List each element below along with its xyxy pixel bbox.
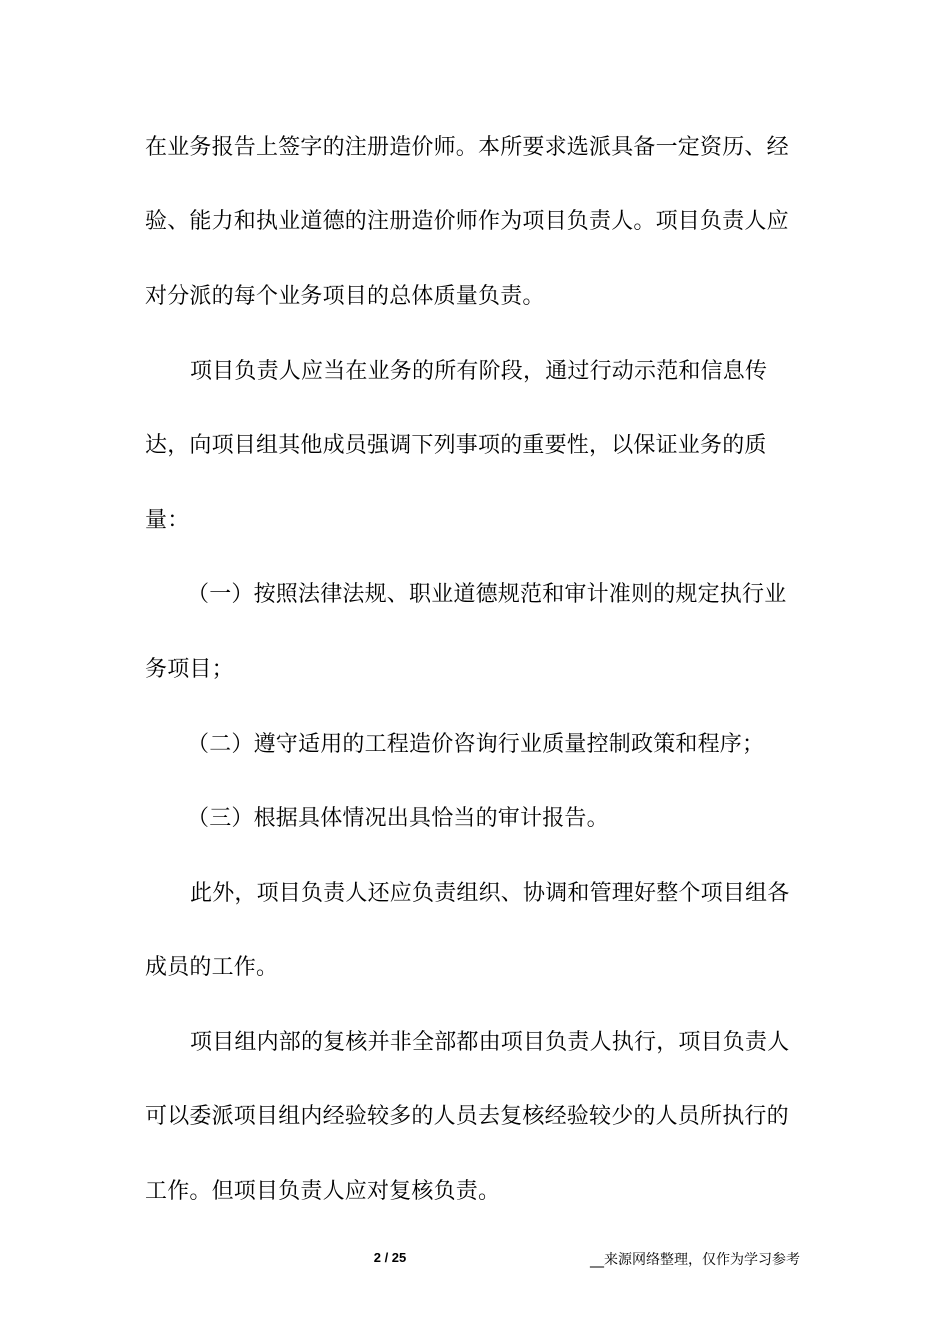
list-item: （一）按照法律法规、职业道德规范和审计准则的规定执行业 <box>187 582 787 607</box>
text-line: 验、能力和执业道德的注册造价师作为项目负责人。项目负责人应 <box>145 209 789 234</box>
text-line: 可以委派项目组内经验较多的人员去复核经验较少的人员所执行的 <box>145 1104 789 1129</box>
text-line: 在业务报告上签字的注册造价师。本所要求选派具备一定资历、经 <box>145 135 789 160</box>
text-line: 务项目； <box>145 657 234 682</box>
text-line: 项目组内部的复核并非全部都由项目负责人执行，项目负责人 <box>190 1030 790 1055</box>
text-line: 项目负责人应当在业务的所有阶段，通过行动示范和信息传 <box>190 359 768 384</box>
text-line: 对分派的每个业务项目的总体质量负责。 <box>145 284 545 309</box>
list-item: （三）根据具体情况出具恰当的审计报告。 <box>187 806 609 831</box>
text-line: 量： <box>145 508 190 533</box>
text-line: 此外，项目负责人还应负责组织、协调和管理好整个项目组各 <box>190 881 790 906</box>
text-line: 工作。但项目负责人应对复核负责。 <box>145 1179 501 1204</box>
source-note: __来源网络整理，仅作为学习参考 <box>590 1252 800 1268</box>
text-line: 成员的工作。 <box>145 955 279 980</box>
list-item: （二）遵守适用的工程造价咨询行业质量控制政策和程序； <box>187 732 765 757</box>
text-line: 达，向项目组其他成员强调下列事项的重要性，以保证业务的质 <box>145 433 767 458</box>
page-number: 2 / 25 <box>373 1250 407 1265</box>
